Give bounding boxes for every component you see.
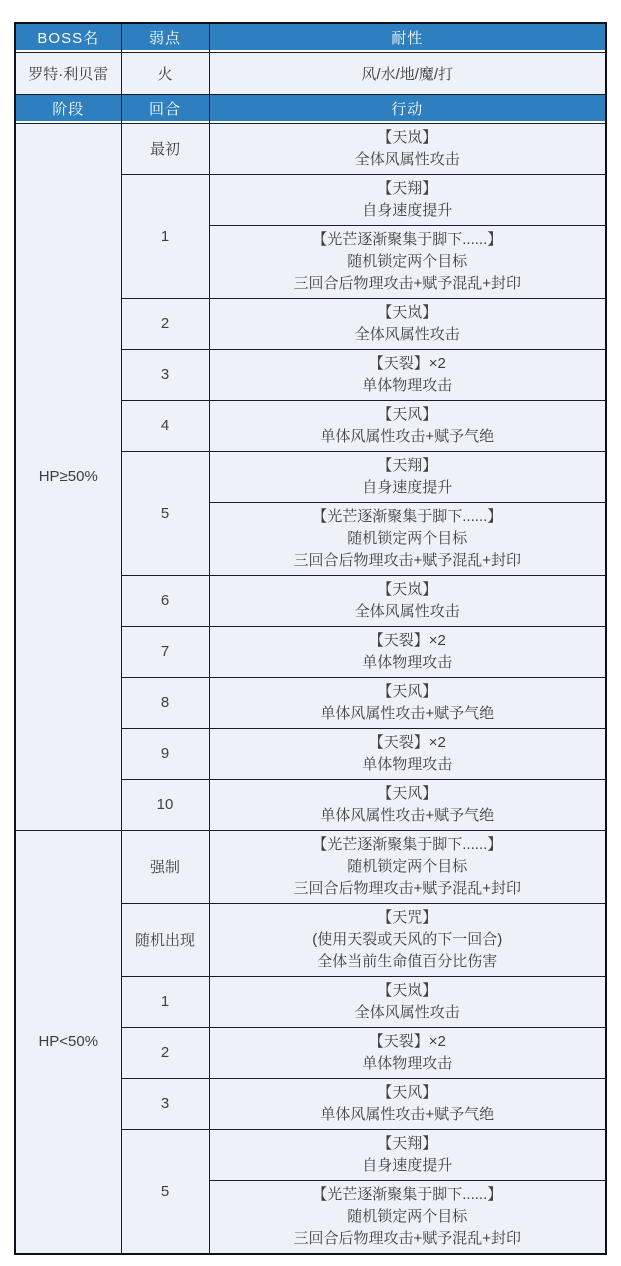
skill-effect: 随机锁定两个目标 — [347, 857, 468, 875]
turn-cell: 9 — [121, 728, 209, 779]
boss-name-cell: 罗特·利贝雷 — [15, 52, 121, 94]
action-cell — [209, 830, 606, 903]
skill-effect: (使用天裂或天风的下一回合) — [312, 930, 503, 948]
skill-effect: 自身速度提升 — [362, 478, 453, 496]
turn-cell: 3 — [121, 1078, 209, 1129]
skill-effect: 三回合后物理攻击+赋予混乱+封印 — [293, 551, 522, 569]
skill-effect: 全体风属性攻击 — [354, 150, 460, 168]
skill-effect: 单体物理攻击 — [362, 653, 453, 671]
skill-name: 【天翔】 — [377, 456, 438, 474]
turn-cell: 强制 — [121, 830, 209, 903]
skill-effect: 单体物理攻击 — [362, 376, 453, 394]
skill-name: 【天岚】 — [377, 303, 438, 321]
action-cell — [209, 976, 606, 1027]
turn-cell: 最初 — [121, 123, 209, 174]
turn-cell: 7 — [121, 626, 209, 677]
turn-cell: 5 — [121, 451, 209, 575]
turn-cell: 3 — [121, 349, 209, 400]
skill-name: 【天裂】×2 — [368, 354, 446, 372]
skill-effect: 三回合后物理攻击+赋予混乱+封印 — [293, 1229, 522, 1247]
skill-effect: 随机锁定两个目标 — [347, 1207, 468, 1225]
action-cell — [209, 225, 606, 298]
action-cell — [209, 400, 606, 451]
skill-effect: 单体物理攻击 — [362, 755, 453, 773]
turn-cell: 5 — [121, 1129, 209, 1254]
skill-effect: 全体风属性攻击 — [354, 325, 460, 343]
skill-name: 【天裂】×2 — [368, 1032, 446, 1050]
turn-cell: 2 — [121, 298, 209, 349]
turn-cell: 10 — [121, 779, 209, 830]
header-resistance: 耐性 — [209, 23, 606, 52]
action-cell — [209, 451, 606, 502]
skill-name: 【天咒】 — [377, 908, 438, 926]
skill-effect: 单体风属性攻击+赋予气绝 — [320, 806, 495, 824]
header-phase: 阶段 — [15, 94, 121, 123]
turn-cell: 8 — [121, 677, 209, 728]
skill-name: 【光芒逐渐聚集于脚下......】 — [312, 507, 503, 525]
action-cell — [209, 626, 606, 677]
skill-effect: 单体风属性攻击+赋予气绝 — [320, 704, 495, 722]
boss-resistance-cell: 风/水/地/魔/打 — [209, 52, 606, 94]
skill-effect: 三回合后物理攻击+赋予混乱+封印 — [293, 879, 522, 897]
turn-cell: 4 — [121, 400, 209, 451]
skill-name: 【天风】 — [377, 784, 438, 802]
skill-name: 【光芒逐渐聚集于脚下......】 — [312, 230, 503, 248]
skill-effect: 全体风属性攻击 — [354, 1003, 460, 1021]
action-cell — [209, 677, 606, 728]
header-turn: 回合 — [121, 94, 209, 123]
turn-cell: 随机出现 — [121, 903, 209, 976]
boss-weakness-cell: 火 — [121, 52, 209, 94]
action-cell — [209, 298, 606, 349]
phase-label: HP<50% — [15, 830, 121, 1254]
skill-name: 【光芒逐渐聚集于脚下......】 — [312, 1185, 503, 1203]
action-cell — [209, 349, 606, 400]
action-cell — [209, 174, 606, 225]
skill-effect: 自身速度提升 — [362, 201, 453, 219]
header-boss-name: BOSS名 — [15, 23, 121, 52]
boss-info-row — [15, 52, 606, 94]
skill-effect: 自身速度提升 — [362, 1156, 453, 1174]
skill-effect: 全体风属性攻击 — [354, 602, 460, 620]
skill-effect: 单体物理攻击 — [362, 1054, 453, 1072]
skill-effect: 随机锁定两个目标 — [347, 529, 468, 547]
skill-effect: 单体风属性攻击+赋予气绝 — [320, 427, 495, 445]
action-cell — [209, 1129, 606, 1180]
action-cell — [209, 903, 606, 976]
action-cell — [209, 779, 606, 830]
boss-guide-table — [14, 22, 607, 1255]
action-row — [15, 123, 606, 174]
action-cell — [209, 575, 606, 626]
action-cell — [209, 123, 606, 174]
skill-effect: 随机锁定两个目标 — [347, 252, 468, 270]
skill-name: 【天风】 — [377, 405, 438, 423]
skill-name: 【天翔】 — [377, 1134, 438, 1152]
turn-cell: 2 — [121, 1027, 209, 1078]
action-cell — [209, 728, 606, 779]
skill-name: 【天岚】 — [377, 981, 438, 999]
turn-cell: 1 — [121, 174, 209, 298]
action-row — [15, 830, 606, 903]
info-header-row — [15, 23, 606, 52]
skill-name: 【天裂】×2 — [368, 631, 446, 649]
phase-label: HP≥50% — [15, 123, 121, 830]
turn-cell: 6 — [121, 575, 209, 626]
skill-name: 【天风】 — [377, 682, 438, 700]
skill-name: 【天翔】 — [377, 179, 438, 197]
skill-name: 【天裂】×2 — [368, 733, 446, 751]
skill-name: 【天岚】 — [377, 580, 438, 598]
skill-name: 【天岚】 — [377, 128, 438, 146]
skill-effect: 三回合后物理攻击+赋予混乱+封印 — [293, 274, 522, 292]
turn-cell: 1 — [121, 976, 209, 1027]
phase-header-row — [15, 94, 606, 123]
action-cell — [209, 502, 606, 575]
skill-name: 【天风】 — [377, 1083, 438, 1101]
action-cell — [209, 1078, 606, 1129]
skill-name: 【光芒逐渐聚集于脚下......】 — [312, 835, 503, 853]
header-weakness: 弱点 — [121, 23, 209, 52]
skill-effect: 全体当前生命值百分比伤害 — [317, 952, 498, 970]
skill-effect: 单体风属性攻击+赋予气绝 — [320, 1105, 495, 1123]
boss-guide-table-wrap — [14, 22, 607, 1255]
action-cell — [209, 1027, 606, 1078]
header-action: 行动 — [209, 94, 606, 123]
action-cell — [209, 1180, 606, 1254]
